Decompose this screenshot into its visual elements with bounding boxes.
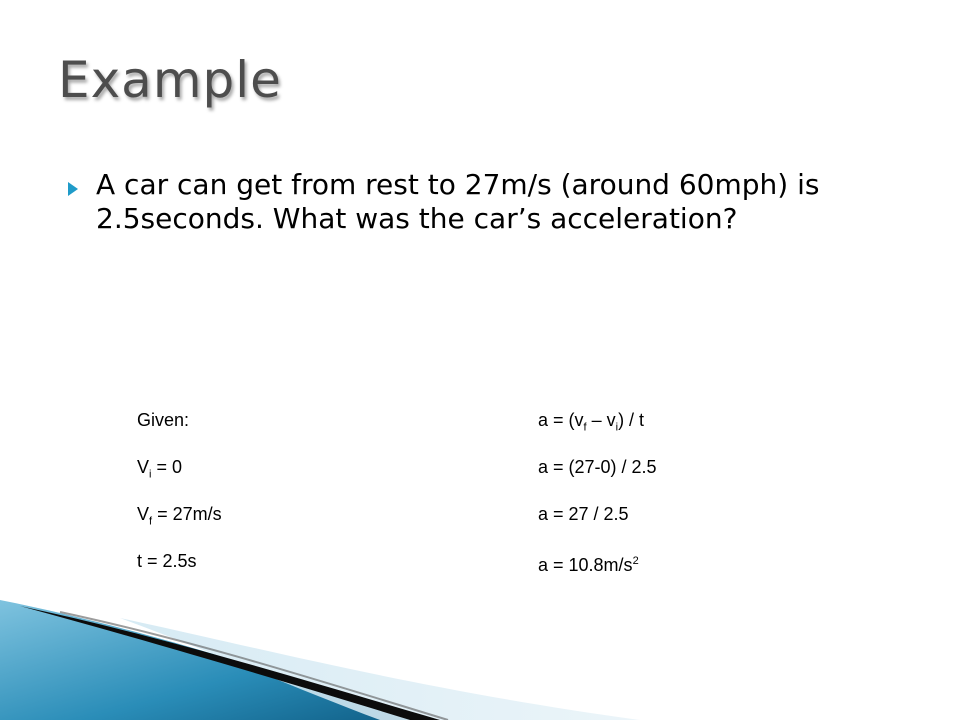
- bullet-text: A car can get from rest to 27m/s (around 60mph) is 2.5seconds. What was the car’s acceleration?: [96, 168, 820, 235]
- given-final-velocity: $V_f = 27m/s$: [137, 504, 222, 528]
- given-initial-velocity: $V_i = 0$: [137, 457, 182, 481]
- solution-formula: $a = (v_f - v_i) / t$: [538, 410, 645, 434]
- solution-step-1: a = (27-0) / 2.5: [538, 457, 657, 477]
- slide-title: Example: [58, 51, 282, 109]
- triangle-bullet-icon: [68, 182, 78, 196]
- solution-result: $a = 10.8m/s^2$: [538, 555, 639, 575]
- given-header: Given:: [137, 410, 190, 430]
- given-time: t = 2.5s: [137, 551, 197, 571]
- solution-step-2: a = 27 / 2.5: [538, 504, 629, 524]
- decorative-wave: [0, 560, 960, 720]
- bullet-item: [68, 168, 868, 236]
